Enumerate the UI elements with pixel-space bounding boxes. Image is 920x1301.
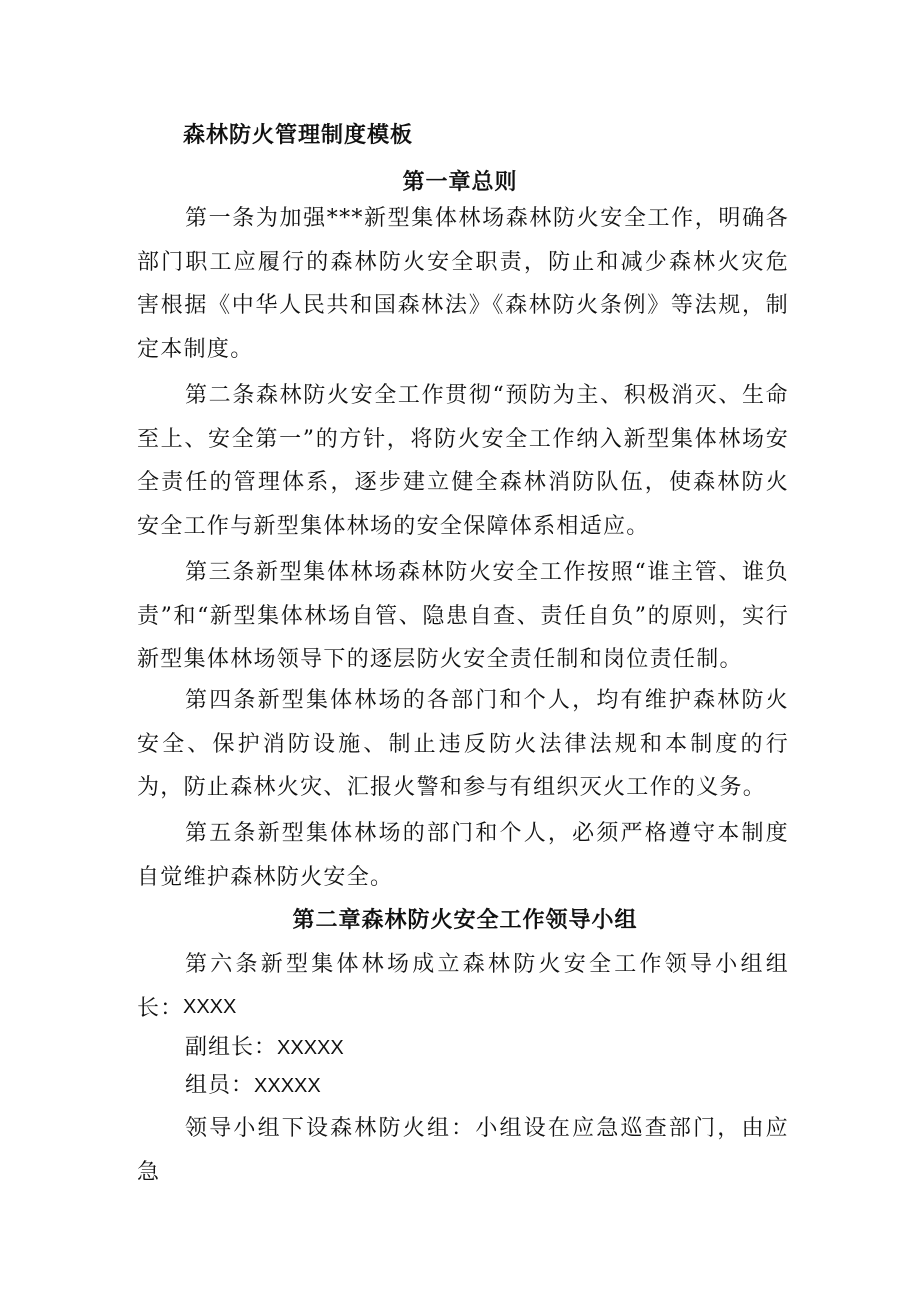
article-4: 第四条新型集体林场的各部门和个人，均有维护森林防火安全、保护消防设施、制止违反防火法律法规和本制度的行为，防止森林火灾、汇报火警和参与有组织灭火工作的义务。 <box>137 688 789 800</box>
article-2: 第二条森林防火安全工作贯彻“预防为主、积极消灭、生命至上、安全第一”的方针，将防火安全工作纳入新型集体林场安全责任的管理体系，逐步建立健全森林消防队伍，使森林防火安全工作与新型集体林场的安全保障体系相适应。 <box>137 383 789 539</box>
deputy-name: XXXXX <box>277 1037 344 1059</box>
chapter-2-heading: 第二章森林防火安全工作领导小组 <box>292 907 638 933</box>
deputy-leader-line <box>185 1030 344 1061</box>
article-5: 第五条新型集体林场的部门和个人，必须严格遵守本制度自觉维护森林防火安全。 <box>137 821 789 890</box>
article-1: 第一条为加强***新型集体林场森林防火安全工作，明确各部门职工应履行的森林防火安全职责，防止和减少森林火灾危害根据《中华人民共和国森林法》《森林防火条例》等法规，制定本制度。 <box>137 206 789 362</box>
member-name: XXXXX <box>254 1075 321 1097</box>
article-3: 第三条新型集体林场森林防火安全工作按照“谁主管、谁负责”和“新型集体林场自管、隐患自查、责任自负”的原则，实行新型集体林场领导下的逐层防火安全责任制和岗位责任制。 <box>137 560 789 672</box>
deputy-label: 副组长： <box>185 1035 278 1060</box>
member-line <box>185 1068 321 1099</box>
article-6: 第六条新型集体林场成立森林防火安全工作领导小组组长： <box>137 952 789 1021</box>
member-label: 组员： <box>185 1073 255 1098</box>
leader-name: XXXX <box>183 996 237 1018</box>
chapter-1-heading: 第一章总则 <box>402 169 518 195</box>
sub-group-paragraph: 领导小组下设森林防火组：小组设在应急巡查部门，由应急 <box>137 1116 789 1185</box>
leader-line <box>183 994 236 1019</box>
document-title: 森林防火管理制度模板 <box>183 123 414 148</box>
